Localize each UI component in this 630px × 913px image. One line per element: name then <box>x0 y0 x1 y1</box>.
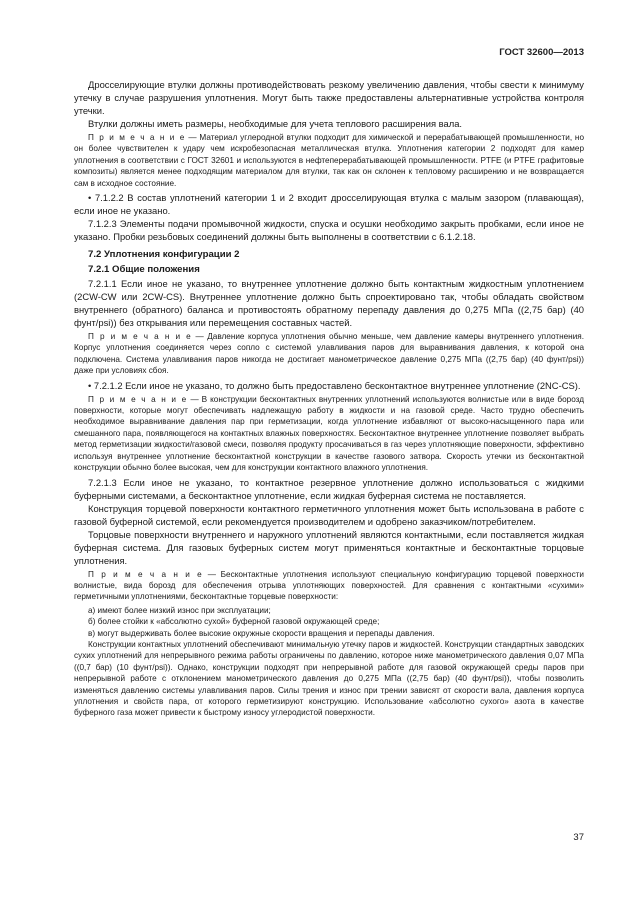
note-text: — Давление корпуса уплотнения обычно меньше, чем давление камеры внутреннего уплотнения. Корпус уплотнения соединяется через сопло с системой улавливания паров для выравнивания давления, к которой она подключена. Система улавливания паров никогда не достигает манометрическое давление 0,275 МПа ((2,75 бар) (40 фунт/psi)) даже при условиях сбоя. <box>74 332 584 376</box>
section-heading-7-2-1: 7.2.1 Общие положения <box>88 264 200 276</box>
note-label: П р и м е ч а н и е <box>88 394 188 404</box>
paragraph-7-2-1-1: 7.2.1.1 Если иное не указано, то внутреннее уплотнение должно быть контактным жидкостным уплотнением (2CW-CW или 2CW-CS). Внутреннее уплотнение должно быть спроектировано так, чтобы обладать свойством внутреннего (обратного) баланса и противостоять обратному перепаду давления до 0,275 МПа ((2,75 бар) (40 фунт/psi)) без открывания или перемещения составных частей. <box>74 278 584 329</box>
note-contact-seal-designs: Конструкции контактных уплотнений обеспечивают минимальную утечку паров и жидкостей. Конструкции стандартных заводских сухих уплотнений для непрерывного режима работы ограничены по давлению, которое ниже манометрического давления 0,07 МПа ((0,7 бар) (10 фунт/psi)). Однако, конструкции подходят при непрерывной работе для газовой окружающей среды паров при непрерывной работе с отклонением манометрического давления до 0,275 МПа ((2,75 бар) (40 фунт/psi)), чтобы позволить изменяться давлению системы улавливания паров. Силы трения и износ при трении зависят от скорости вала, давления корпуса уплотнения и свойств пара, от которого герметизируют конструкцию. Использование «абсолютно сухого» азота в качестве буферного газа может привести к быстрому износу углеродистой поверхности. <box>74 639 584 718</box>
section-heading-7-2: 7.2 Уплотнения конфигурации 2 <box>88 249 240 261</box>
paragraph-7-2-1-2: • 7.2.1.2 Если иное не указано, то должно быть предоставлено бесконтактное внутреннее уплотнение (2NC-CS). <box>88 379 581 391</box>
page-body <box>74 78 584 721</box>
note-label: П р и м е ч а н и е <box>88 569 204 579</box>
list-item-c: в) могут выдерживать более высокие окружные скорости вращения и перепады давления. <box>88 628 435 638</box>
note-noncontact-configuration <box>74 569 584 603</box>
note-text: — Бесконтактные уплотнения используют специальную конфигурацию торцевой поверхности волнистые, вида борозд для обеспечения отрыва уплотняющих поверхностей. Для сравнения с контактными «сухими» герметичными уплотнениями, бесконтактные торцевые поверхности: <box>74 569 584 602</box>
page-number: 37 <box>573 832 584 843</box>
note-text: — Материал углеродной втулки подходит для химической и перерабатывающей промышленности, но он более чувствителен к удару чем искробезопасная металлическая втулка. Уплотнения категории 2 подходят для камер уплотнения в соответствии с ГОСТ 32601 и используются в нефтеперерабатывающей промышленности. PTFE (и PTFE графитовые композиты) является менее подходящим материалом для втулки, так как он склонен к тепловому расширению и не возвращается сам в исходное состояние. <box>74 133 584 188</box>
paragraph-7-2-1-3: 7.2.1.3 Если иное не указано, то контактное резервное уплотнение должно использоваться с жидкими буферными системами, а бесконтактное уплотнение, если жидкая буферная система не поставляется. <box>74 476 584 501</box>
note-noncontact-seals <box>74 394 584 474</box>
list-item-a: а) имеют более низкий износ при эксплуатации; <box>88 605 271 615</box>
note-carbon-bushing <box>74 132 584 189</box>
paragraph-7-1-2-3: 7.1.2.3 Элементы подачи промывочной жидкости, спуска и осушки необходимо закрыть пробками, если иное не указано. Пробки резьбовых соединений должны быть выполнены в соответствии с 6.1.2.18. <box>74 218 584 243</box>
note-label: П р и м е ч а н и е <box>88 133 186 142</box>
note-text: — В конструкции бесконтактных внутренних уплотнений используются волнистые или в виде борозд поверхности, которые могут обеспечивать надлежащую работу в жидкости и на газовой среде. Часто трудно обеспечить необходимое выравнивание давления пар при герметизации, когда уплотнение избавляют от высоко-насыщенного пара или смешанного пара, появляющегося на контактных влажных поверхностях. Бесконтактное внутреннее уплотнение позволяет выбрать метод герметизации жидкости/газовой смеси, позволяя продукту просачиваться в газ через уплотняющие поверхности, эффективно используя внутреннее уплотнение бесконтактной конструкции в качестве газового затвора. Скорость утечки из бесконтактной конструкции обычно более высокая, чем для конструкции контактного влажного уплотнения. <box>74 394 585 473</box>
note-seal-housing-pressure <box>74 331 584 377</box>
document-code-header: ГОСТ 32600—2013 <box>499 47 584 58</box>
note-label: П р и м е ч а н и е <box>88 332 193 342</box>
paragraph-throttle-bushings: Дросселирующие втулки должны противодействовать резкому увеличению давления, чтобы свести к минимуму утечку в случае разрушения уплотнения. Могут быть также предоставлены альтернативные устройства контроля утечки. <box>74 79 584 116</box>
paragraph-7-1-2-2: • 7.1.2.2 В состав уплотнений категории 1 и 2 входит дросселирующая втулка с малым зазором (плавающая), если иное не указано. <box>74 192 584 217</box>
paragraph-face-surfaces: Торцовые поверхности внутреннего и наружного уплотнений являются контактными, если поставляется жидкая буферная система. Для газовых буферных систем могут применяться контактные и бесконтактные торцовые уплотнения. <box>74 528 584 566</box>
paragraph-bushing-dimensions: Втулки должны иметь размеры, необходимые для учета теплового расширения вала. <box>88 118 463 129</box>
paragraph-contact-seal-gas-buffer: Конструкция торцевой поверхности контактного герметичного уплотнения может быть использована в работе с газовой буферной системой, если рекомендуется производителем и одобрено заказчиком/потребителем. <box>74 502 584 527</box>
list-item-b: б) более стойки к «абсолютно сухой» буферной газовой окружающей среде; <box>88 617 380 627</box>
